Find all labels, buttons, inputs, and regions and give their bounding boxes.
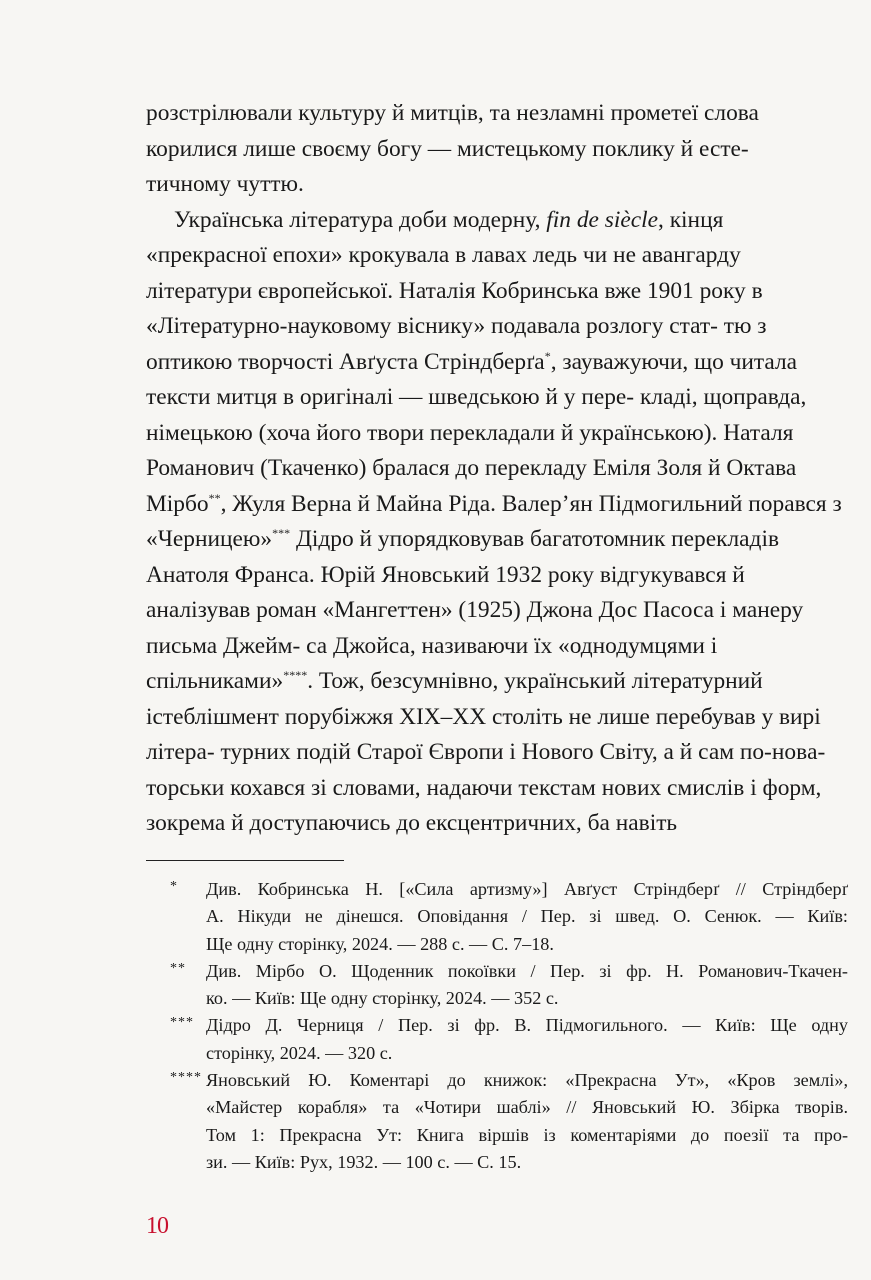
footnote-line: ко. — Київ: Ще одну сторінку, 2024. — 352 с.: [206, 988, 559, 1009]
footnotes: [146, 876, 848, 1176]
text-line: літератури європейської. Наталія Кобринська вже 1901 року: [146, 277, 746, 304]
text-line: в «Літературно-науковому віснику» подавала розлогу стат-: [146, 277, 763, 339]
footnote-line: зи. — Київ: Рух, 1932. — 100 с. — С. 15.: [206, 1151, 522, 1172]
footnote-divider: [146, 860, 344, 861]
text-line: тичному чуттю.: [146, 171, 304, 197]
text-line: розстрілювали культуру й митців, та незламні прометеї слова: [146, 100, 759, 126]
text-line: са Джойса, називаючи їх «однодумцями і спільниками»****.: [146, 632, 718, 694]
page-number: 10: [146, 1213, 168, 1239]
footnote-mark: *: [170, 879, 178, 894]
text-line: торськи кохався зі словами, надаючи текстам нових смислів: [146, 774, 745, 801]
text-line: Ріда. Валер’ян Підмогильний порався з «Черницею»*** Дідро: [146, 490, 842, 552]
text-line: турних подій Старої Європи і Нового Світу, а й сам по-новa-: [220, 739, 826, 765]
footnote-line: Дідро Д. Черниця / Пер. зі фр. В. Підмогильного. — Київ: Ще одну: [206, 1015, 848, 1036]
text-line: Українська література доби модерну, fin de siècle, кінця: [174, 206, 724, 233]
footnote-mark: ****: [170, 1070, 202, 1086]
footnote-line: Том 1: Прекрасна Ут: Книга віршів із коментаріями до поезії та про-: [206, 1124, 848, 1145]
text-line: порубіжжя XIX–XX століть не лише перебував у вирі літера-: [146, 703, 821, 765]
footnote: [146, 876, 848, 958]
footnote-ref: ****: [283, 668, 308, 683]
text-line: Юрій Яновський 1932 року відгукувався й аналізував роман: [146, 561, 745, 623]
main-text: [146, 96, 848, 842]
footnote-ref: *: [544, 348, 551, 363]
text-line: «прекрасної епохи» крокувала в лавах ледь чи не авангарду: [146, 242, 741, 268]
text-line: корилися лише своєму богу — мистецькому поклику й есте-: [146, 135, 749, 162]
footnote-ref: **: [208, 490, 221, 505]
footnote-mark: **: [170, 960, 186, 976]
text-line: що читала тексти митця в оригіналі — шведською й у пере-: [146, 348, 798, 410]
italic-phrase: fin de siècle: [546, 206, 658, 233]
footnote-line: Ще одну сторінку, 2024. — 288 с. — С. 7–18.: [206, 933, 554, 954]
text-line: і форм, зокрема й доступаючись до ексцентричних, ба навіть: [146, 774, 822, 836]
text-line: тю з оптикою творчості Авґуста Стріндберґа*, зауважуючи,: [146, 313, 767, 375]
footnote-line: А. Нікуди не дінешся. Оповідання / Пер. зі швед. О. Сенюк. — Київ:: [206, 906, 848, 927]
text-line: «Мангеттен» (1925) Джона Дос Пасоса і манеру письма Джейм-: [146, 597, 804, 659]
text-line: перекладу Еміля Золя й Октава Мірбо**, Жуля Верна й Майна: [146, 455, 797, 517]
footnote-line: Яновський Ю. Коментарі до книжок: «Прекрасна Ут», «Кров землі»,: [206, 1070, 848, 1091]
text-line: й упорядковував багатотомник перекладів Анатоля Франса.: [146, 526, 780, 588]
footnote-ref: ***: [272, 526, 291, 541]
footnote-line: «Майстер корабля» та «Чотири шаблі» // Яновський Ю. Збірка творів.: [206, 1097, 848, 1118]
text-line: кладі, щоправда, німецькою (хоча його твори перекладали: [146, 384, 807, 446]
footnote-line: Див. Мірбо О. Щоденник покоївки / Пер. зі фр. Н. Романович-Ткачен-: [206, 960, 848, 981]
footnote: [146, 1012, 848, 1067]
footnote: [146, 1067, 848, 1176]
footnote: [146, 958, 848, 1013]
text-line: Тож, безсумнівно, український літературний істеблішмент: [146, 668, 763, 730]
footnote-line: Див. Кобринська Н. [«Сила артизму»] Авґуст Стріндберґ // Стріндберґ: [206, 879, 848, 899]
footnote-line: сторінку, 2024. — 320 с.: [206, 1042, 393, 1063]
text-line: й українською). Наталя Романович (Ткаченко) бралася до: [146, 419, 794, 481]
footnote-mark: ***: [170, 1015, 194, 1031]
